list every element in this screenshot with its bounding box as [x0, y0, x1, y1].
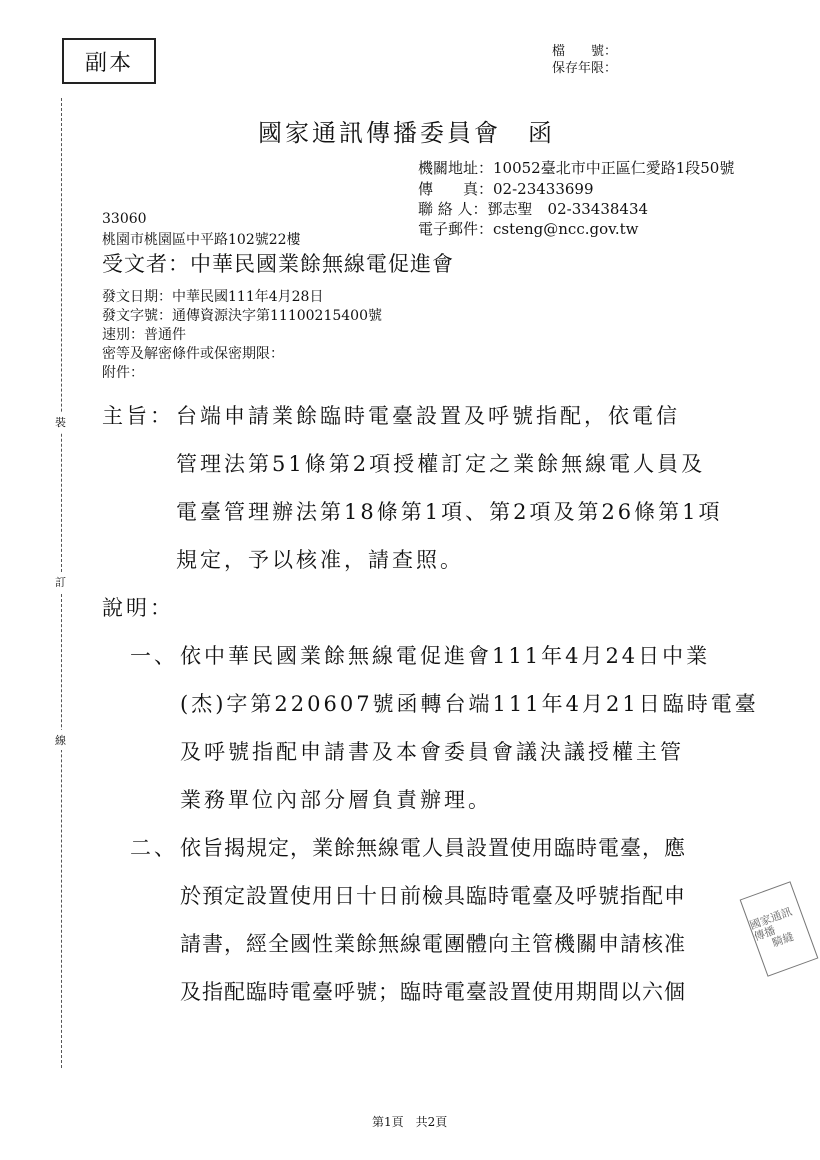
- file-number-label: 檔 號：: [552, 44, 618, 59]
- explanation-line: 依中華民國業餘無線電促進會111年4月24日中業: [180, 644, 711, 668]
- seal-stamp-text: 騎縫: [770, 929, 796, 950]
- subject-line: 規定，予以核准，請查照。: [176, 548, 464, 572]
- agency-email: 電子郵件：csteng@ncc.gov.tw: [418, 220, 639, 238]
- subject-line: 台端申請業餘臨時電臺設置及呼號指配，依電信: [176, 404, 680, 428]
- explanation-label: 說明：: [102, 596, 174, 620]
- binding-char-middle: 訂: [55, 572, 66, 592]
- agency-contact: 聯 絡 人：鄧志聖 02-33438434: [418, 200, 649, 218]
- binding-char-bottom: 線: [55, 730, 66, 750]
- subject-line: 電臺管理辦法第18條第1項、第2項及第26條第1項: [176, 500, 723, 524]
- secrecy-level: 密等及解密條件或保密期限：: [102, 346, 284, 362]
- explanation-line: (杰)字第220607號函轉台端111年4月21日臨時電臺: [180, 692, 759, 716]
- subject-line: 管理法第51條第2項授權訂定之業餘無線電人員及: [176, 452, 706, 476]
- binding-char-top: 裝: [55, 412, 66, 432]
- seal-stamp-text: 國家通訊傳播: [748, 904, 794, 944]
- agency-address: 機關地址：10052臺北市中正區仁愛路1段50號: [418, 159, 735, 177]
- document-number: 發文字號：通傳資源決字第11100215400號: [102, 308, 382, 324]
- explanation-line: 及呼號指配申請書及本會委員會議決議授權主管: [180, 740, 684, 764]
- subject-label: 主旨：: [102, 404, 174, 428]
- recipient-address: 桃園市桃園區中平路102號22樓: [102, 232, 301, 248]
- seal-stamp: [740, 881, 819, 977]
- recipient-postal-code: 33060: [102, 211, 147, 227]
- page-footer: 第1頁 共2頁: [372, 1115, 448, 1129]
- explanation-line: 及指配臨時電臺呼號；臨時電臺設置使用期間以六個: [180, 980, 686, 1004]
- document-title: 國家通訊傳播委員會 函: [258, 119, 555, 147]
- retention-period-label: 保存年限：: [552, 61, 618, 76]
- delivery-speed: 速別：普通件: [102, 327, 186, 343]
- copy-label: 副本: [62, 38, 156, 84]
- explanation-line: 於預定設置使用日十日前檢具臨時電臺及呼號指配申: [180, 884, 686, 908]
- explanation-line: 請書，經全國性業餘無線電團體向主管機關申請核准: [180, 932, 686, 956]
- explanation-line: 業務單位內部分層負責辦理。: [180, 788, 492, 812]
- explanation-line: 依旨揭規定，業餘無線電人員設置使用臨時電臺，應: [180, 836, 686, 860]
- explanation-item-marker: 一、: [130, 644, 178, 668]
- attachments: 附件：: [102, 365, 144, 381]
- recipient: 受文者：中華民國業餘無線電促進會: [102, 252, 454, 276]
- agency-fax: 傳 真：02-23433699: [418, 180, 594, 198]
- explanation-item-marker: 二、: [130, 836, 178, 860]
- issue-date: 發文日期：中華民國111年4月28日: [102, 289, 324, 305]
